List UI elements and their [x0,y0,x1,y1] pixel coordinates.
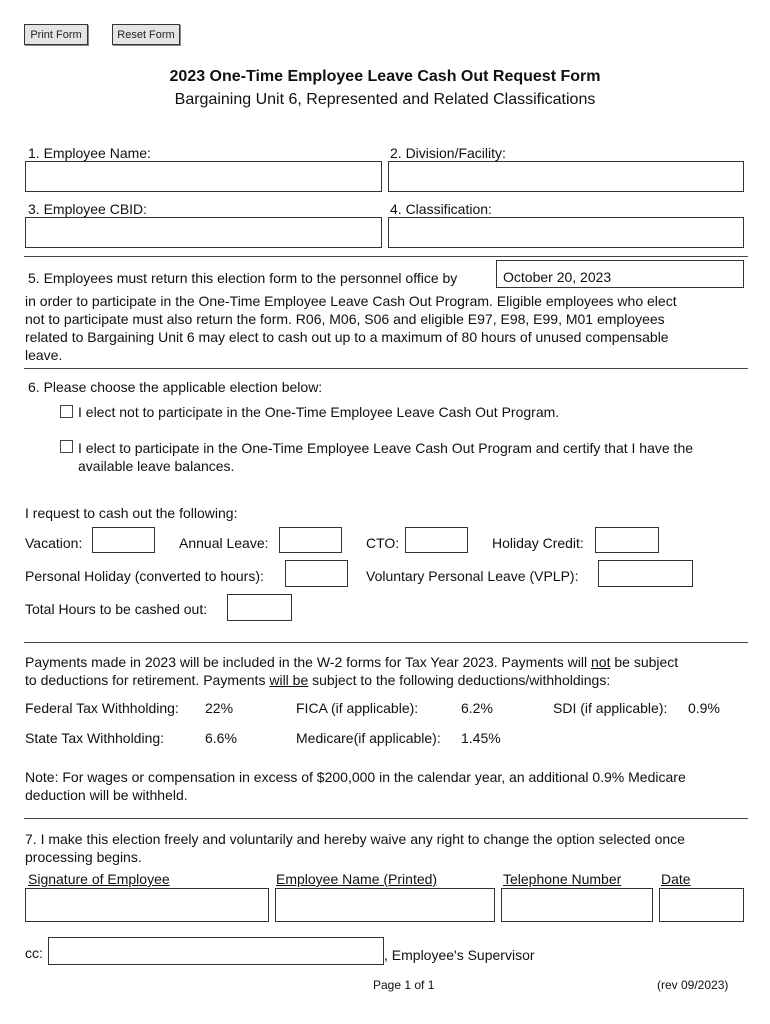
section7-text [25,830,685,866]
personal-holiday-label: Personal Holiday (converted to hours): [25,568,264,584]
divider [24,642,748,643]
state-tax-value: 6.6% [205,730,237,746]
cto-field[interactable] [405,527,468,553]
vplp-field[interactable] [598,560,693,587]
section7-line: 7. I make this election freely and voluntarily and hereby waive any right to change the option selected once [25,831,685,847]
divider [24,256,748,257]
annual-leave-field[interactable] [279,527,342,553]
form-title: 2023 One-Time Employee Leave Cash Out Request Form [169,68,601,85]
opt-in-checkbox[interactable] [60,440,73,453]
telephone-field[interactable] [501,888,653,922]
form-subtitle: Bargaining Unit 6, Represented and Related Classifications [174,91,596,108]
signature-field[interactable] [25,888,269,922]
classification-field[interactable] [388,217,744,248]
opt-in-line: I elect to participate in the One-Time Employee Leave Cash Out Program and certify that I have the [78,440,694,456]
return-date-field[interactable] [496,260,744,288]
classification-label: 4. Classification: [390,201,492,217]
cc-suffix: , Employee's Supervisor [384,947,535,963]
medicare-label: Medicare(if applicable): [296,730,441,746]
cc-field[interactable] [48,937,384,965]
medicare-value: 1.45% [461,730,501,746]
return-date-value: October 20, 2023 [503,269,612,285]
cto-label: CTO: [366,535,400,551]
cc-label: cc: [25,945,43,961]
date-field[interactable] [659,888,744,922]
employee-name-field[interactable] [25,161,382,192]
payments-emphasis: not [591,654,611,670]
payments-text-segment: be subject [610,654,679,670]
payments-text-segment: to deductions for retirement. Payments [25,672,270,688]
reset-form-button[interactable]: Reset Form [112,24,180,45]
payments-text [25,653,678,689]
signature-label: Signature of Employee [28,871,170,887]
printed-name-label: Employee Name (Printed) [276,871,438,887]
holiday-credit-field[interactable] [595,527,659,553]
section6-heading: 6. Please choose the applicable election below: [28,379,323,395]
vacation-field[interactable] [92,527,155,553]
vplp-label: Voluntary Personal Leave (VPLP): [366,568,579,584]
print-form-button[interactable]: Print Form [24,24,88,45]
section5-line: related to Bargaining Unit 6 may elect to cash out up to a maximum of 80 hours of unused compensable [25,329,669,345]
section7-line: processing begins. [25,849,142,865]
payments-text-segment: Payments made in 2023 will be included in the W-2 forms for Tax Year 2023. Payments will [25,654,591,670]
section5-line: in order to participate in the One-Time Employee Leave Cash Out Program. Eligible employees who elect [25,293,677,309]
section5-line: leave. [25,347,63,363]
cashout-heading: I request to cash out the following: [25,505,238,521]
note-line: deduction will be withheld. [25,787,188,803]
opt-out-checkbox[interactable] [60,405,73,418]
payments-text-segment: subject to the following deductions/withholdings: [308,672,611,688]
opt-in-label [78,439,693,475]
section5-lead: 5. Employees must return this election form to the personnel office by [28,270,458,286]
note-line: Note: For wages or compensation in excess of $200,000 in the calendar year, an additional 0.9% Medicare [25,769,686,785]
opt-out-label: I elect not to participate in the One-Time Employee Leave Cash Out Program. [78,404,560,420]
cbid-label: 3. Employee CBID: [28,201,148,217]
fica-label: FICA (if applicable): [296,700,419,716]
personal-holiday-field[interactable] [285,560,348,587]
federal-tax-value: 22% [205,700,234,716]
sdi-label: SDI (if applicable): [553,700,668,716]
opt-in-line: available leave balances. [78,458,235,474]
division-field[interactable] [388,161,744,192]
divider [24,818,748,819]
page-number: Page 1 of 1 [373,978,435,992]
date-label: Date [661,871,691,887]
federal-tax-label: Federal Tax Withholding: [25,700,179,716]
medicare-note [25,768,686,804]
payments-emphasis: will be [269,672,309,688]
annual-leave-label: Annual Leave: [179,535,269,551]
total-hours-field[interactable] [227,594,292,621]
division-label: 2. Division/Facility: [390,145,506,161]
section5-text [25,292,677,364]
divider [24,368,748,369]
fica-value: 6.2% [461,700,493,716]
employee-name-label: 1. Employee Name: [28,145,151,161]
telephone-label: Telephone Number [503,871,622,887]
total-hours-label: Total Hours to be cashed out: [25,601,208,617]
vacation-label: Vacation: [25,535,83,551]
state-tax-label: State Tax Withholding: [25,730,165,746]
sdi-value: 0.9% [688,700,720,716]
cbid-field[interactable] [25,217,382,248]
revision: (rev 09/2023) [657,978,729,992]
holiday-credit-label: Holiday Credit: [492,535,584,551]
section5-line: not to participate must also return the form. R06, M06, S06 and eligible E97, E98, E99, M01 employees [25,311,665,327]
printed-name-field[interactable] [275,888,495,922]
